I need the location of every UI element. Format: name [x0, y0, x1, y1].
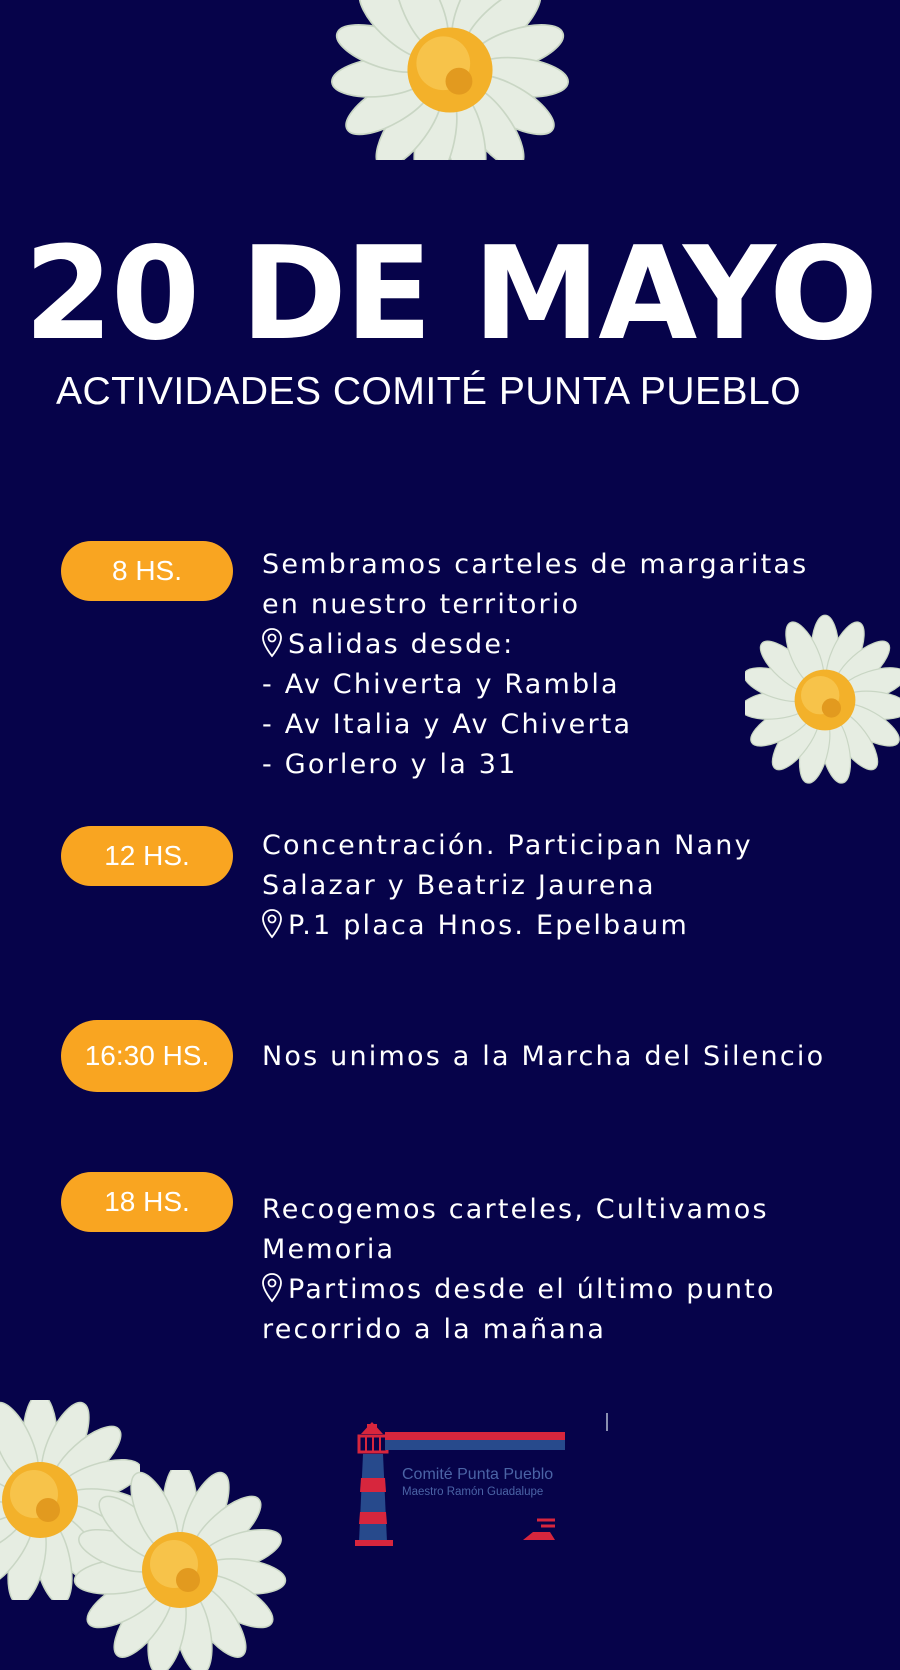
time-badge-8: 8 HS.	[61, 541, 233, 601]
daisy-flower-top	[280, 0, 620, 160]
event-description-18	[262, 1190, 892, 1350]
location-pin-icon	[262, 909, 282, 939]
lighthouse-logo	[355, 1420, 570, 1550]
logo-name: Comité Punta Pueblo	[402, 1466, 554, 1483]
divider-mark	[606, 1413, 608, 1431]
time-badge-12: 12 HS.	[61, 826, 233, 886]
event-line: - Av Italia y Av Chiverta	[262, 709, 633, 740]
event-description-12	[262, 826, 892, 946]
time-badge-18: 18 HS.	[61, 1172, 233, 1232]
location-text: Salidas desde:	[288, 629, 515, 660]
location-pin-icon	[262, 1273, 282, 1303]
event-line: recorrido a la mañana	[262, 1314, 607, 1345]
event-description-8	[262, 545, 892, 785]
event-line: Concentración. Participan Nany	[262, 830, 753, 861]
event-subtitle: ACTIVIDADES COMITÉ PUNTA PUEBLO	[56, 370, 802, 413]
time-badge-1630: 16:30 HS.	[61, 1020, 233, 1092]
event-line: Salazar y Beatriz Jaurena	[262, 870, 656, 901]
logo-subname: Maestro Ramón Guadalupe	[402, 1486, 544, 1498]
event-line: Memoria	[262, 1234, 396, 1265]
event-line: Recogemos carteles, Cultivamos	[262, 1194, 769, 1225]
daisy-flower-bottom	[70, 1470, 290, 1670]
event-line: Nos unimos a la Marcha del Silencio	[262, 1041, 826, 1072]
location-pin-icon	[262, 628, 282, 658]
event-location	[262, 906, 892, 946]
event-line: - Gorlero y la 31	[262, 749, 518, 780]
event-description-1630	[262, 1037, 892, 1077]
location-text: Partimos desde el último punto	[288, 1274, 776, 1305]
event-location	[262, 625, 892, 665]
location-text: P.1 placa Hnos. Epelbaum	[288, 910, 689, 941]
event-line: en nuestro territorio	[262, 589, 581, 620]
event-location	[262, 1270, 892, 1310]
event-date-title: 20 DE MAYO	[23, 220, 877, 369]
event-line: - Av Chiverta y Rambla	[262, 669, 620, 700]
event-line: Sembramos carteles de margaritas	[262, 549, 809, 580]
